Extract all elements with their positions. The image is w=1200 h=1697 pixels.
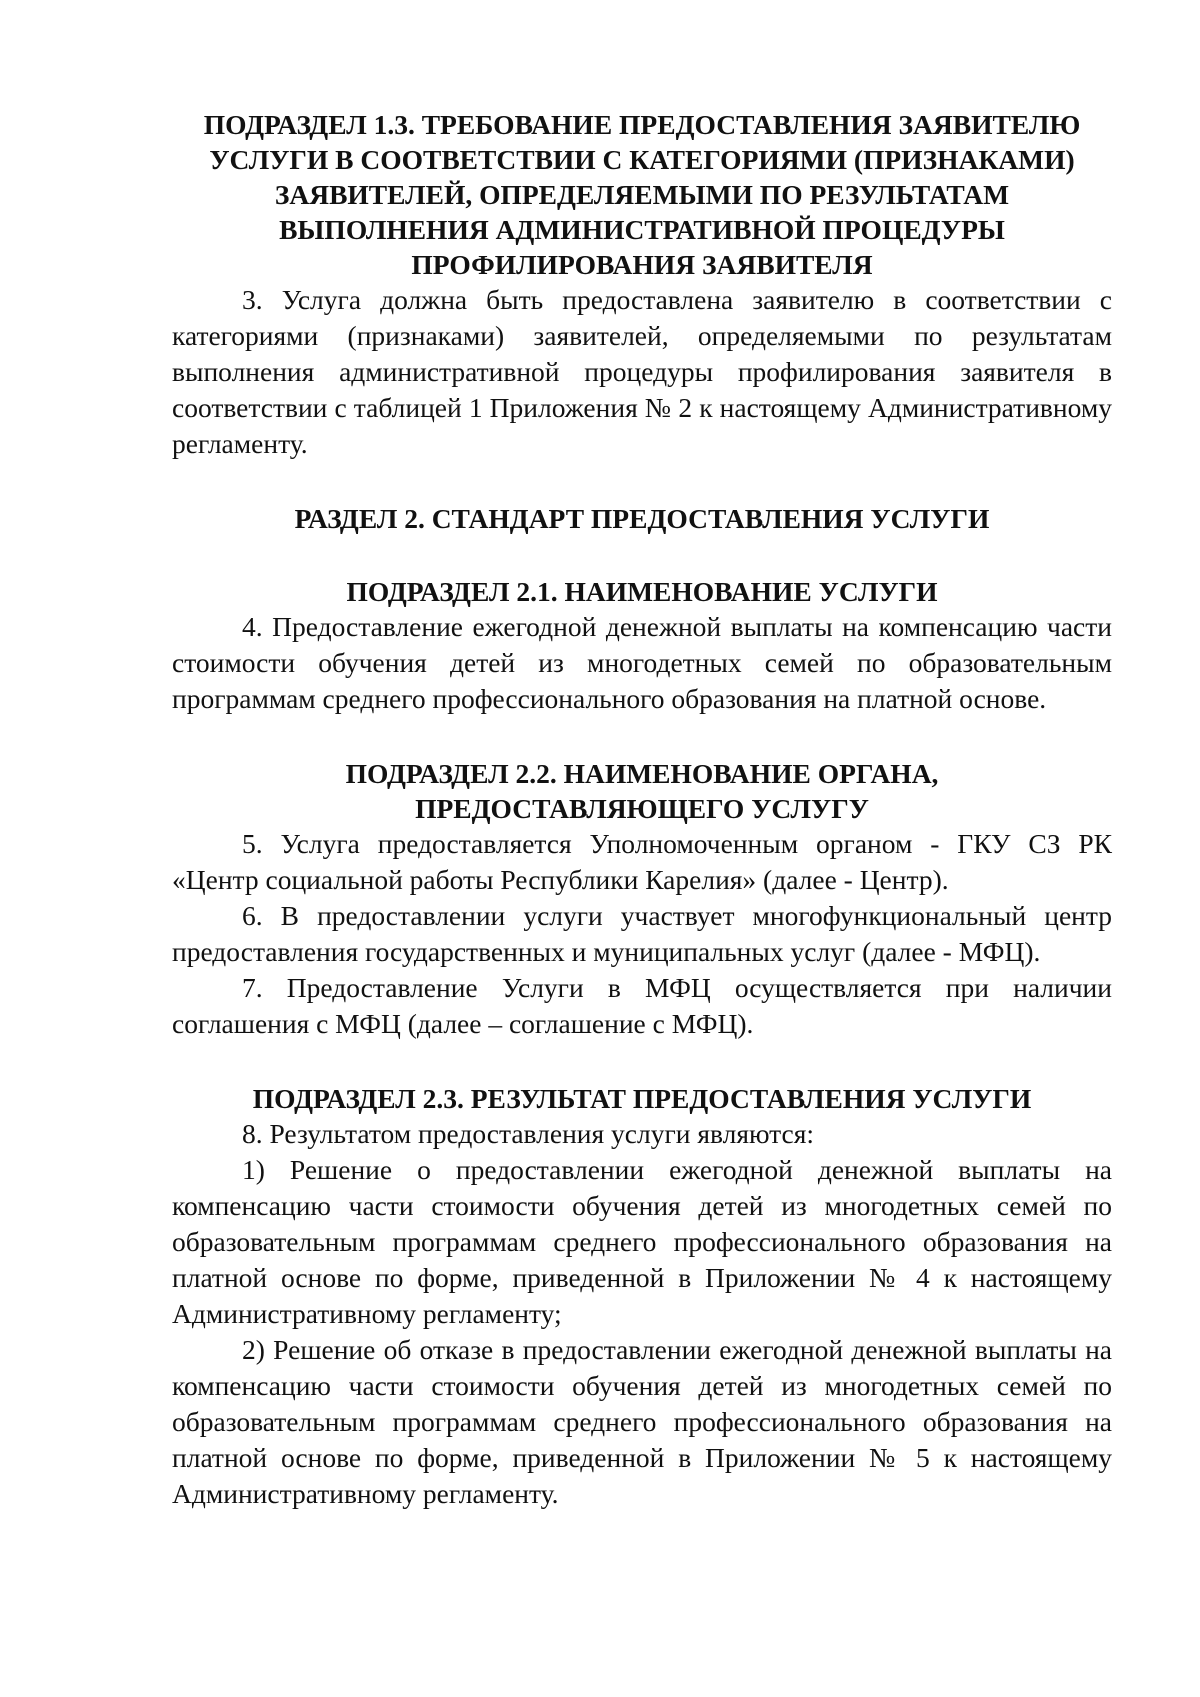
paragraph-8-item-2: 2) Решение об отказе в предоставлении ежегодной денежной выплаты на компенсацию части стоимости обучения детей из многодетных семей по образовательным программам среднего профессионального образования на платной основе по форме, приведенной в Приложении № 5 к настоящему Административному регламенту. (172, 1334, 1112, 1509)
paragraph-8: 8. Результатом предоставления услуги являются: (242, 1118, 815, 1149)
heading-line: ПРЕДОСТАВЛЯЮЩЕГО УСЛУГУ (415, 793, 869, 824)
section-2 (172, 501, 1112, 536)
paragraph-7: 7. Предоставление Услуги в МФЦ осуществляется при наличии соглашения с МФЦ (далее – соглашение с МФЦ). (172, 972, 1112, 1039)
section-1-3-heading (172, 107, 1112, 282)
section-2-3-heading: ПОДРАЗДЕЛ 2.3. РЕЗУЛЬТАТ ПРЕДОСТАВЛЕНИЯ УСЛУГИ (252, 1083, 1032, 1114)
section-1-3 (172, 107, 1112, 462)
section-2-1 (172, 574, 1112, 717)
section-2-heading: РАЗДЕЛ 2. СТАНДАРТ ПРЕДОСТАВЛЕНИЯ УСЛУГИ (294, 503, 990, 534)
paragraph-3: 3. Услуга должна быть предоставлена заявителю в соответствии с категориями (признаками) заявителей, определяемыми по результатам выполнения административной процедуры профилирования заявителя в соответствии с таблицей 1 Приложения № 2 к настоящему Административному регламенту. (172, 284, 1112, 459)
section-2-2-heading (172, 756, 1112, 826)
section-2-2 (172, 756, 1112, 1042)
heading-line: УСЛУГИ В СООТВЕТСТВИИ С КАТЕГОРИЯМИ (ПРИЗНАКАМИ) (209, 144, 1075, 175)
heading-line: ЗАЯВИТЕЛЕЙ, ОПРЕДЕЛЯЕМЫМИ ПО РЕЗУЛЬТАТАМ (274, 179, 1010, 210)
paragraph-8-item-1: 1) Решение о предоставлении ежегодной денежной выплаты на компенсацию части стоимости обучения детей из многодетных семей по образовательным программам среднего профессионального образования на платной основе по форме, приведенной в Приложении № 4 к настоящему Административному регламенту; (172, 1154, 1112, 1329)
section-2-1-heading: ПОДРАЗДЕЛ 2.1. НАИМЕНОВАНИЕ УСЛУГИ (346, 576, 938, 607)
paragraph-6: 6. В предоставлении услуги участвует многофункциональный центр предоставления государственных и муниципальных услуг (далее - МФЦ). (172, 900, 1112, 967)
heading-line: ПОДРАЗДЕЛ 1.3. ТРЕБОВАНИЕ ПРЕДОСТАВЛЕНИЯ ЗАЯВИТЕЛЮ (203, 109, 1081, 140)
heading-line: ВЫПОЛНЕНИЯ АДМИНИСТРАТИВНОЙ ПРОЦЕДУРЫ (279, 214, 1005, 245)
paragraph-4: 4. Предоставление ежегодной денежной выплаты на компенсацию части стоимости обучения детей из многодетных семей по образовательным программам среднего профессионального образования на платной основе. (172, 611, 1112, 714)
document-page (172, 107, 1112, 1512)
heading-line: ПОДРАЗДЕЛ 2.2. НАИМЕНОВАНИЕ ОРГАНА, (345, 758, 939, 789)
heading-line: ПРОФИЛИРОВАНИЯ ЗАЯВИТЕЛЯ (411, 249, 873, 280)
paragraph-5: 5. Услуга предоставляется Уполномоченным органом - ГКУ СЗ РК «Центр социальной работы Республики Карелия» (далее - Центр). (172, 828, 1112, 895)
section-2-3 (172, 1081, 1112, 1512)
